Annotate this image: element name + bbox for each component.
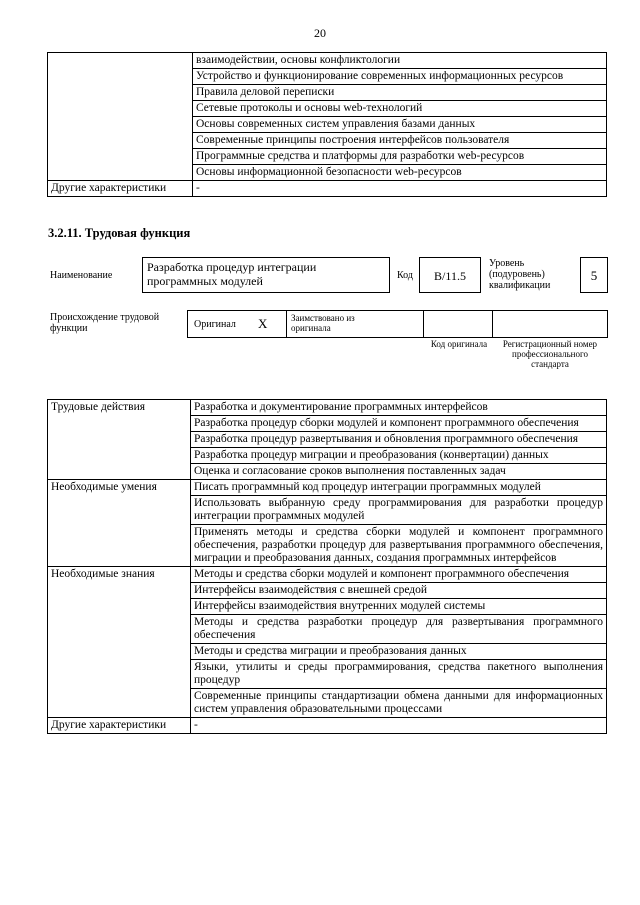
code-original-label: Код оригинала <box>430 339 488 349</box>
code-value-box <box>419 257 481 293</box>
labor-actions-label: Трудовые действия <box>48 400 191 480</box>
name-value: Разработка процедур интеграции программных модулей <box>147 260 317 288</box>
reg-number-cell <box>493 311 607 337</box>
borrowed-cell <box>287 311 424 337</box>
table-row <box>48 181 607 197</box>
origin-box <box>187 310 608 338</box>
other-value: - <box>191 718 607 734</box>
knowledge-item: Современные принципы построения интерфейсов пользователя <box>193 133 607 149</box>
knowledge-item: Программные средства и платформы для разработки web-ресурсов <box>193 149 607 165</box>
knowledge-item: Методы и средства сборки модулей и компонент программного обеспечения <box>191 567 607 583</box>
code-label: Код <box>397 270 413 281</box>
origin-label: Происхождение трудовой функции <box>50 312 160 334</box>
original-cell <box>188 311 287 337</box>
row-label-empty <box>48 53 193 181</box>
borrowed-label: Заимствовано из оригинала <box>291 313 355 333</box>
table-row <box>48 480 607 496</box>
knowledge-item: Устройство и функционирование современных информационных ресурсов <box>193 69 607 85</box>
other-label: Другие характеристики <box>48 718 191 734</box>
labor-actions-item: Разработка процедур сборки модулей и компонент программного обеспечения <box>191 416 607 432</box>
table-row <box>48 53 607 69</box>
name-label: Наименование <box>50 270 113 281</box>
skills-label: Необходимые умения <box>48 480 191 567</box>
knowledge-label: Необходимые знания <box>48 567 191 718</box>
code-value: B/11.5 <box>434 269 466 283</box>
labor-actions-item: Разработка процедур миграции и преобразования (конвертации) данных <box>191 448 607 464</box>
knowledge-item: Методы и средства разработки процедур для развертывания программного обеспечения <box>191 615 607 644</box>
other-value: - <box>193 181 607 197</box>
knowledge-item: Интерфейсы взаимодействия с внешней средой <box>191 583 607 599</box>
labor-function-table <box>47 399 607 734</box>
labor-actions-item: Разработка и документирование программных интерфейсов <box>191 400 607 416</box>
skills-item: Писать программный код процедур интеграции программных модулей <box>191 480 607 496</box>
knowledge-continuation-table <box>47 52 607 197</box>
table-row <box>48 718 607 734</box>
top-table-body <box>48 53 607 197</box>
code-original-cell <box>424 311 493 337</box>
labor-actions-item: Разработка процедур развертывания и обновления программного обеспечения <box>191 432 607 448</box>
level-label: Уровень (подуровень) квалификации <box>489 258 551 291</box>
page-number: 20 <box>314 26 326 40</box>
level-value-box <box>580 257 608 293</box>
knowledge-item: Основы информационной безопасности web-ресурсов <box>193 165 607 181</box>
knowledge-item: Методы и средства миграции и преобразования данных <box>191 644 607 660</box>
knowledge-item: Современные принципы стандартизации обмена данными для информационных систем управления образовательными процессами <box>191 689 607 718</box>
reg-number-label: Регистрационный номер профессионального стандарта <box>502 339 598 369</box>
knowledge-item: Сетевые протоколы и основы web-технологий <box>193 101 607 117</box>
knowledge-item: Основы современных систем управления базами данных <box>193 117 607 133</box>
original-mark: X <box>258 316 268 331</box>
knowledge-item: взаимодействии, основы конфликтологии <box>193 53 607 69</box>
knowledge-item: Правила деловой переписки <box>193 85 607 101</box>
knowledge-item: Интерфейсы взаимодействия внутренних модулей системы <box>191 599 607 615</box>
knowledge-item: Языки, утилиты и среды программирования, средства пакетного выполнения процедур <box>191 660 607 689</box>
section-heading: 3.2.11. Трудовая функция <box>48 226 191 240</box>
labor-actions-item: Оценка и согласование сроков выполнения поставленных задач <box>191 464 607 480</box>
other-label: Другие характеристики <box>48 181 193 197</box>
level-value: 5 <box>590 268 598 283</box>
original-label: Оригинал <box>194 319 236 330</box>
table-row <box>48 400 607 416</box>
skills-item: Применять методы и средства сборки модулей и компонент программного обеспечения, разработки процедур для развертывания программного обеспечения, миграции и преобразования данных, создания программных интерфейсов <box>191 525 607 567</box>
bottom-table-body <box>48 400 607 734</box>
table-row <box>48 567 607 583</box>
name-value-box <box>142 257 390 293</box>
skills-item: Использовать выбранную среду программирования для разработки процедур интеграции программных модулей <box>191 496 607 525</box>
